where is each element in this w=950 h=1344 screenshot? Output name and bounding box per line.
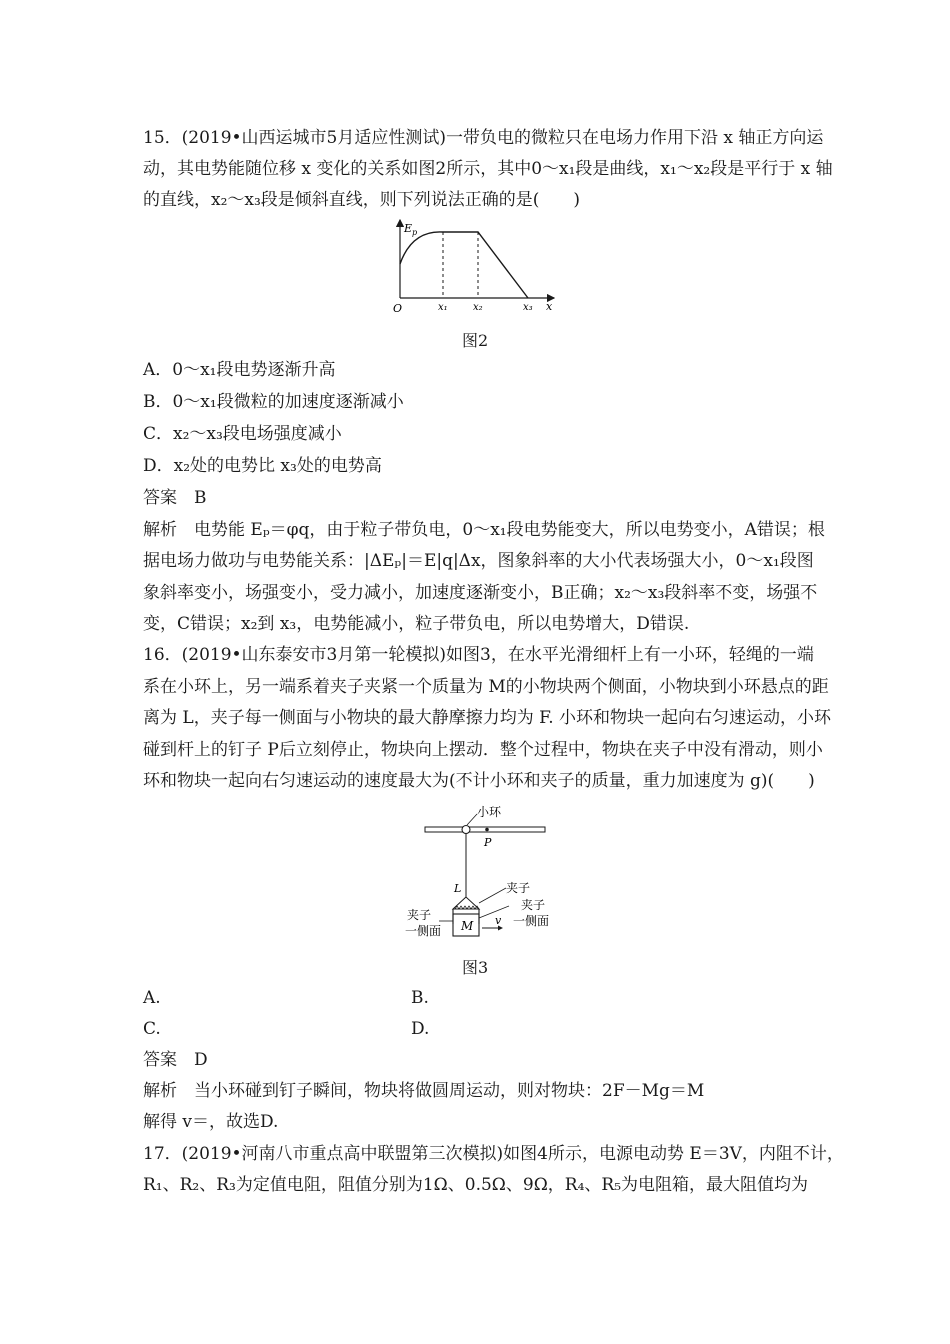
y-axis-label: $E_p$ [404, 222, 418, 237]
right-side-leader-line [479, 906, 509, 918]
ring-label: 小环 [477, 805, 502, 819]
q16-analysis-line-1: 解析 当小环碰到钉子瞬间，物块将做圆周运动，则对物块：2F－Mg＝M [143, 1081, 705, 1101]
q15-option-b: B．0～x₁段微粒的加速度逐渐减小 [143, 392, 404, 412]
right-side-label-1: 夹子 [521, 898, 546, 912]
q16-answer: 答案 D [143, 1050, 208, 1070]
rope-length-label: L [454, 882, 462, 895]
velocity-label: v [495, 914, 502, 927]
nail-label: P [484, 836, 492, 849]
figure-3-ring-clip-diagram [405, 800, 565, 946]
q15-answer: 答案 B [143, 488, 207, 508]
clip-label: 夹子 [506, 881, 531, 895]
x-axis-label: x [546, 300, 553, 313]
figure-3-caption: 图3 [462, 958, 489, 977]
q16-stem-line-1: 16．(2019•山东泰安市3月第一轮模拟)如图3，在水平光滑细杆上有一小环，轻绳的一端 [143, 645, 814, 665]
ring-leader-line [467, 814, 477, 825]
small-ring [462, 826, 470, 834]
figure-2-caption: 图2 [462, 331, 489, 350]
tick-x1: x₁ [438, 302, 448, 313]
q16-option-a: A. [143, 988, 161, 1008]
nail-p [485, 828, 489, 832]
q15-option-c: C．x₂～x₃段电场强度减小 [143, 424, 342, 444]
origin-label: O [393, 302, 403, 315]
q16-option-b: B. [411, 988, 429, 1008]
q15-option-a: A．0～x₁段电势逐渐升高 [143, 360, 336, 380]
q15-stem-line-2: 动，其电势能随位移 x 变化的关系如图2所示，其中0～x₁段是曲线，x₁～x₂段是平行于 x 轴 [143, 159, 833, 179]
q16-stem-line-4: 碰到杆上的钉子 P后立刻停止，物块向上摆动．整个过程中，物块在夹子中没有滑动，则小 [143, 740, 823, 760]
clip-leader-line [479, 888, 506, 903]
q15-analysis-line-1: 解析 电势能 Eₚ＝φq，由于粒子带负电，0～x₁段电势能变大，所以电势变小，A错误；根 [143, 520, 825, 540]
q15-analysis-line-2: 据电场力做功与电势能关系：|ΔEₚ|＝E|q|Δx，图象斜率的大小代表场强大小，0～x₁段图 [143, 551, 814, 571]
tick-x2: x₂ [473, 302, 483, 313]
q15-stem-line-1: 15．(2019•山西运城市5月适应性测试)一带负电的微粒只在电场力作用下沿 x 轴正方向运 [143, 128, 824, 148]
q17-stem-line-2: R₁、R₂、R₃为定值电阻，阻值分别为1Ω、0.5Ω、9Ω，R₄、R₅为电阻箱，最大阻值均为 [143, 1175, 809, 1195]
left-side-label-2: 一侧面 [405, 924, 442, 938]
q16-stem-line-3: 离为 L，夹子每一侧面与小物块的最大静摩擦力均为 F. 小环和物块一起向右匀速运动，小环 [143, 708, 832, 728]
left-side-label-1: 夹子 [407, 908, 432, 922]
q16-option-c: C. [143, 1019, 161, 1039]
q17-stem-line-1: 17．(2019•河南八市重点高中联盟第三次模拟)如图4所示，电源电动势 E＝3V，内阻不计， [143, 1144, 844, 1164]
q15-analysis-line-3: 象斜率变小，场强变小，受力减小，加速度逐渐变小，B正确；x₂～x₃段斜率不变，场强不 [143, 583, 818, 603]
block-label: M [461, 919, 474, 933]
figure-2-energy-graph [386, 212, 566, 318]
horizontal-rod [425, 827, 545, 832]
energy-curve [400, 232, 528, 298]
q15-analysis-line-4: 变，C错误；x₂到 x₃，电势能减小，粒子带负电，所以电势增大，D错误. [143, 614, 690, 634]
q16-analysis-line-2: 解得 v＝，故选D. [143, 1112, 279, 1132]
tick-x3: x₃ [523, 302, 533, 313]
q16-stem-line-5: 环和物块一起向右匀速运动的速度最大为(不计小环和夹子的质量，重力加速度为 g)( ) [143, 771, 815, 791]
q15-option-d: D．x₂处的电势比 x₃处的电势高 [143, 456, 382, 476]
right-side-label-2: 一侧面 [513, 914, 550, 928]
q16-option-d: D. [411, 1019, 430, 1039]
q15-stem-line-3: 的直线，x₂～x₃段是倾斜直线，则下列说法正确的是( ) [143, 190, 581, 210]
q16-stem-line-2: 系在小环上，另一端系着夹子夹紧一个质量为 M的小物块两个侧面，小物块到小环悬点的距 [143, 677, 829, 697]
